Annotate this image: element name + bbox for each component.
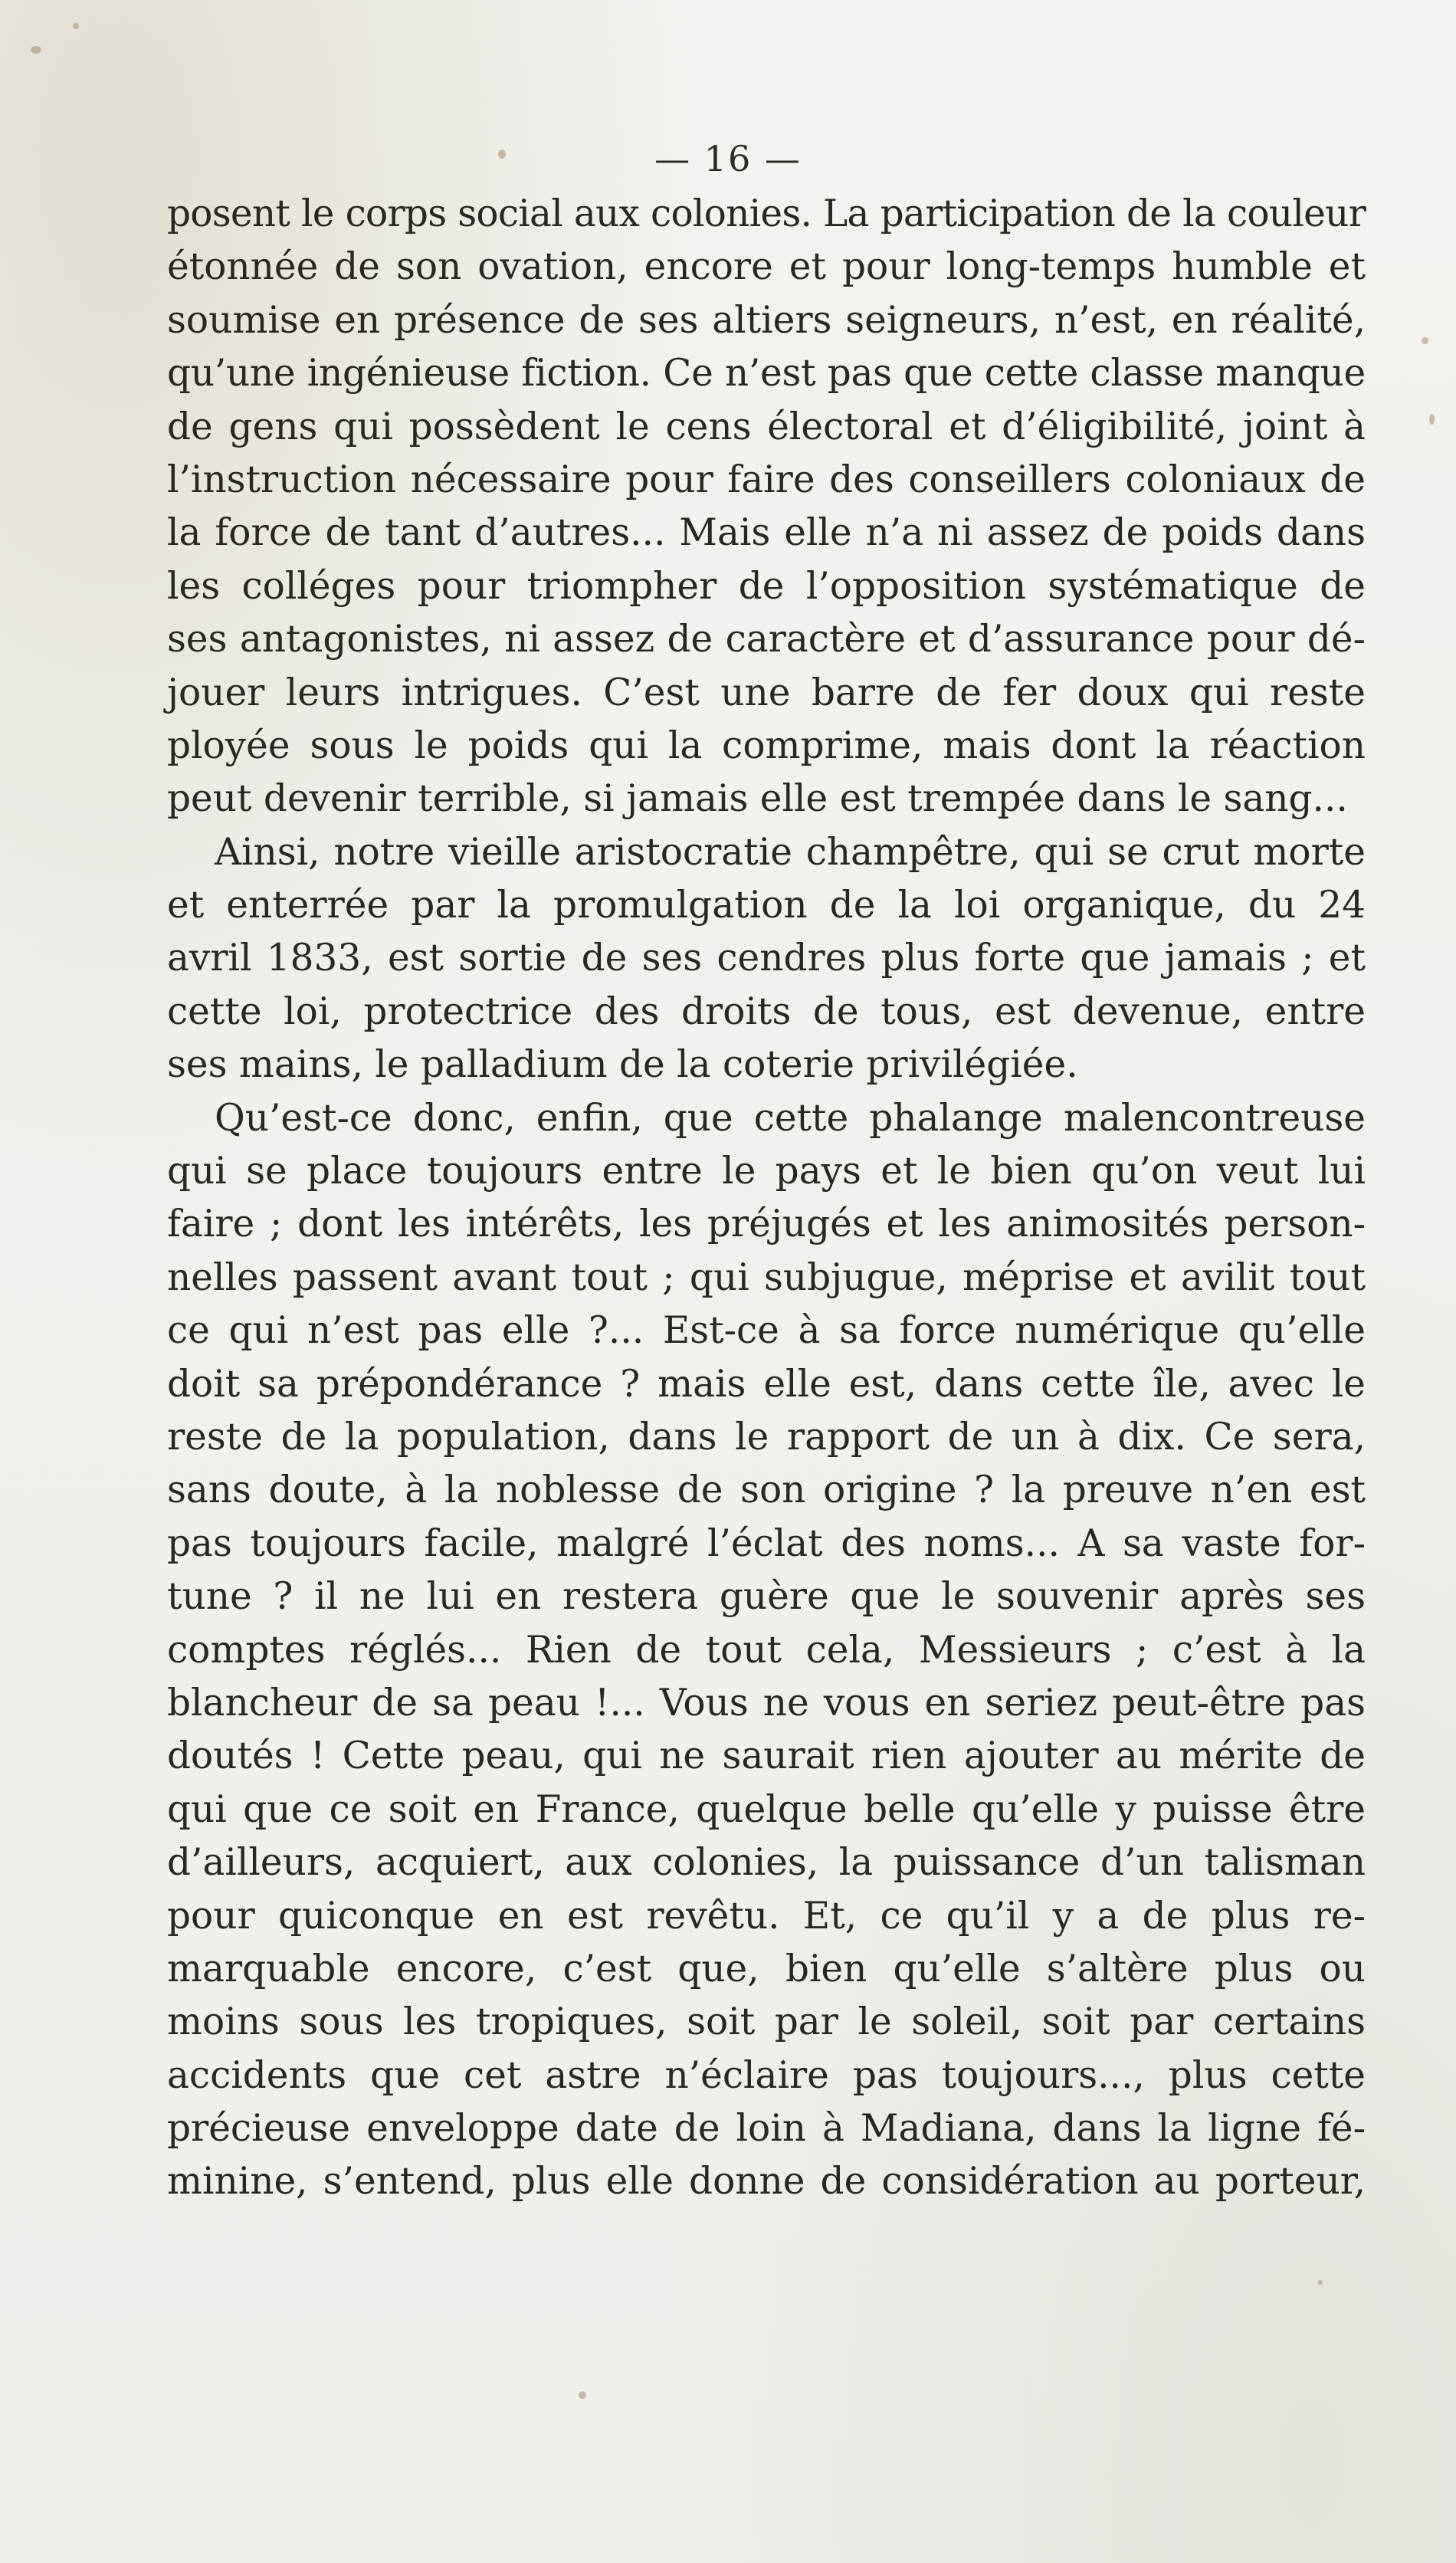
paper-stain [31,46,41,54]
text-line: les colléges pour triompher de l’opposition systématique de [167,564,1366,608]
text-line: qui se place toujours entre le pays et le bien qu’on veut lui [167,1150,1366,1193]
text-line: qu’une ingénieuse fiction. Ce n’est pas que cette classe manque [167,352,1366,395]
text-line: qui que ce soit en France, quelque belle qu’elle y puisse être [167,1787,1366,1831]
text-line: faire ; dont les intérêts, les préjugés et les animosités person- [167,1203,1366,1246]
text-line: l’instruction nécessaire pour faire des conseillers coloniaux de [167,458,1366,501]
text-line: avril 1833, est sortie de ses cendres plus forte que jamais ; et [167,937,1366,980]
text-line: doit sa prépondérance ? mais elle est, dans cette île, avec le [167,1362,1366,1406]
body-text [167,188,1366,2209]
paper-stain [1318,2280,1323,2285]
text-line: posent le corps social aux colonies. La participation de la couleur [167,192,1366,235]
text-line: moins sous les tropiques, soit par le soleil, soit par certains [167,2000,1366,2044]
paragraph-start-line: Ainsi, notre vieille aristocratie champêtre, qui se crut morte [215,830,1366,874]
text-line: sans doute, à la noblesse de son origine ? la preuve n’en est [167,1469,1366,1512]
text-line: nelles passent avant tout ; qui subjugue, méprise et avilit tout [167,1255,1366,1299]
text-line: cette loi, protectrice des droits de tous, est devenue, entre [167,989,1366,1033]
text-line: comptes réglés... Rien de tout cela, Messieurs ; c’est à la [167,1628,1366,1672]
paragraph-start-line: Qu’est-ce donc, enfin, que cette phalange malencontreuse [215,1096,1366,1140]
text-line: tune ? il ne lui en restera guère que le souvenir après ses [167,1575,1366,1619]
text-line: soumise en présence de ses altiers seigneurs, n’est, en réalité, [167,298,1366,342]
text-line: pour quiconque en est revêtu. Et, ce qu’il y a de plus re- [167,1894,1366,1938]
paper-stain [1422,337,1428,344]
paper-stain [579,2391,586,2399]
text-line: ses mains, le palladium de la coterie privilégiée. [167,1043,1078,1087]
paper-stain [73,23,79,29]
text-line: étonnée de son ovation, encore et pour long-temps humble et [167,245,1366,289]
text-line: ses antagonistes, ni assez de caractère et d’assurance pour dé- [167,618,1366,661]
text-line: pas toujours facile, malgré l’éclat des noms... A sa vaste for- [167,1521,1366,1565]
text-line: reste de la population, dans le rapport de un à dix. Ce sera, [167,1415,1366,1459]
text-line: minine, s’entend, plus elle donne de considération au porteur, [167,2160,1366,2204]
text-line: la force de tant d’autres... Mais elle n’a ni assez de poids dans [167,511,1366,555]
text-line: doutés ! Cette peau, qui ne saurait rien ajouter au mérite de [167,1734,1366,1778]
text-line: précieuse enveloppe date de loin à Madiana, dans la ligne fé- [167,2107,1366,2151]
text-line: accidents que cet astre n’éclaire pas toujours..., plus cette [167,2053,1366,2097]
text-line: peut devenir terrible, si jamais elle est trempée dans le sang... [167,777,1348,821]
paper-stain [1429,414,1435,425]
text-line: jouer leurs intrigues. C’est une barre de fer doux qui reste [167,671,1366,714]
text-line: ce qui n’est pas elle ?... Est-ce à sa force numérique qu’elle [167,1309,1366,1353]
text-line: et enterrée par la promulgation de la loi organique, du 24 [167,884,1366,927]
text-line: d’ailleurs, acquiert, aux colonies, la puissance d’un talisman [167,1841,1366,1885]
text-line: de gens qui possèdent le cens électoral et d’éligibilité, joint à [167,405,1366,448]
text-line: marquable encore, c’est que, bien qu’elle s’altère plus ou [167,1947,1366,1990]
text-line: ployée sous le poids qui la comprime, mais dont la réaction [167,724,1366,767]
page-number: — 16 — [654,138,802,179]
text-line: blancheur de sa peau !... Vous ne vous en seriez peut-être pas [167,1681,1366,1725]
